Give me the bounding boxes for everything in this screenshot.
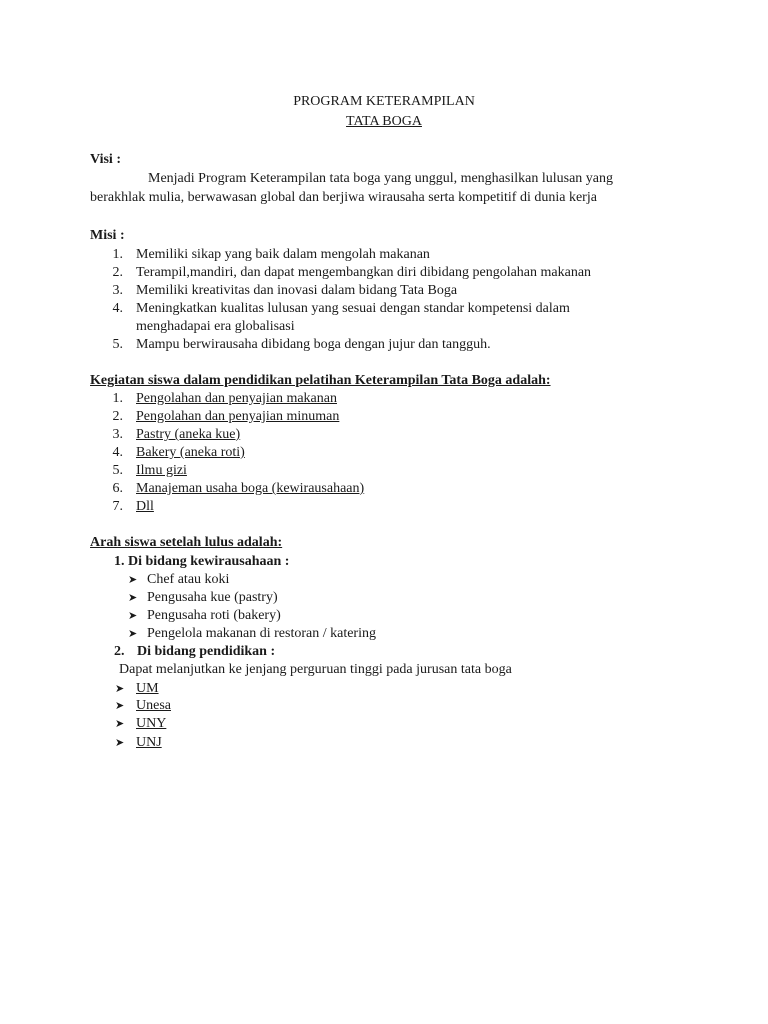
arah-section1-item: Pengusaha roti (bakery) bbox=[147, 608, 281, 623]
kegiatan-item-number: 7. bbox=[112, 499, 123, 514]
kegiatan-item-number: 4. bbox=[112, 445, 123, 460]
kegiatan-heading: Kegiatan siswa dalam pendidikan pelatihan Keterampilan Tata Boga adalah: bbox=[90, 373, 551, 388]
arah-section2-title: Di bidang pendidikan : bbox=[137, 644, 276, 659]
arrowhead-bullet-icon: ➤ bbox=[128, 627, 138, 640]
arrowhead-bullet-icon: ➤ bbox=[115, 717, 125, 730]
visi-text-line2: berakhlak mulia, berwawasan global dan berjiwa wirausaha serta kompetitif di dunia kerja bbox=[90, 190, 597, 205]
arrowhead-bullet-icon: ➤ bbox=[128, 573, 138, 586]
misi-item-number: 3. bbox=[112, 283, 123, 298]
university-item: Unesa bbox=[136, 698, 171, 713]
arrowhead-bullet-icon: ➤ bbox=[115, 699, 125, 712]
arah-section1-title: 1. Di bidang kewirausahaan : bbox=[114, 554, 290, 569]
document-subtitle: TATA BOGA bbox=[346, 114, 422, 129]
document-title: PROGRAM KETERAMPILAN bbox=[293, 94, 475, 109]
arah-section2-description: Dapat melanjutkan ke jenjang perguruan tinggi pada jurusan tata boga bbox=[119, 662, 512, 677]
misi-item-text: Memiliki sikap yang baik dalam mengolah makanan bbox=[136, 247, 430, 262]
kegiatan-item-number: 3. bbox=[112, 427, 123, 442]
misi-item-text-continued: menghadapai era globalisasi bbox=[136, 319, 295, 334]
misi-item-text: Memiliki kreativitas dan inovasi dalam bidang Tata Boga bbox=[136, 283, 458, 298]
misi-item-text: Meningkatkan kualitas lulusan yang sesuai dengan standar kompetensi dalam bbox=[136, 301, 570, 316]
arah-section1-item: Pengusaha kue (pastry) bbox=[147, 590, 278, 605]
visi-heading: Visi : bbox=[90, 152, 121, 167]
kegiatan-item-text: Pengolahan dan penyajian minuman bbox=[136, 409, 340, 424]
misi-item-number: 2. bbox=[112, 265, 123, 280]
misi-item-number: 5. bbox=[112, 337, 123, 352]
arah-section1-item: Pengelola makanan di restoran / katering bbox=[147, 626, 376, 641]
arrowhead-bullet-icon: ➤ bbox=[115, 736, 125, 749]
misi-item-text: Mampu berwirausaha dibidang boga dengan jujur dan tangguh. bbox=[136, 337, 491, 352]
misi-item-text: Terampil,mandiri, dan dapat mengembangkan diri dibidang pengolahan makanan bbox=[136, 265, 592, 280]
misi-item-number: 1. bbox=[112, 247, 123, 262]
kegiatan-item-text: Dll bbox=[136, 499, 154, 514]
arrowhead-bullet-icon: ➤ bbox=[128, 591, 138, 604]
arrowhead-bullet-icon: ➤ bbox=[128, 609, 138, 622]
misi-item-number: 4. bbox=[112, 301, 123, 316]
arrowhead-bullet-icon: ➤ bbox=[115, 682, 125, 695]
kegiatan-item-text: Pastry (aneka kue) bbox=[136, 427, 241, 442]
visi-text-line1: Menjadi Program Keterampilan tata boga yang unggul, menghasilkan lulusan yang bbox=[148, 171, 613, 186]
kegiatan-item-number: 6. bbox=[112, 481, 123, 496]
kegiatan-item-text: Ilmu gizi bbox=[136, 463, 187, 478]
kegiatan-item-number: 1. bbox=[112, 391, 123, 406]
kegiatan-item-number: 2. bbox=[112, 409, 123, 424]
university-item: UM bbox=[136, 681, 159, 696]
arah-section2-number: 2. bbox=[114, 644, 125, 659]
university-item: UNY bbox=[136, 716, 167, 731]
kegiatan-item-text: Bakery (aneka roti) bbox=[136, 445, 245, 460]
arah-section1-item: Chef atau koki bbox=[147, 572, 230, 587]
arah-heading: Arah siswa setelah lulus adalah: bbox=[90, 535, 283, 550]
kegiatan-item-number: 5. bbox=[112, 463, 123, 478]
kegiatan-item-text: Pengolahan dan penyajian makanan bbox=[136, 391, 337, 406]
misi-heading: Misi : bbox=[90, 228, 125, 243]
university-item: UNJ bbox=[136, 735, 162, 750]
kegiatan-item-text: Manajeman usaha boga (kewirausahaan) bbox=[136, 481, 365, 496]
